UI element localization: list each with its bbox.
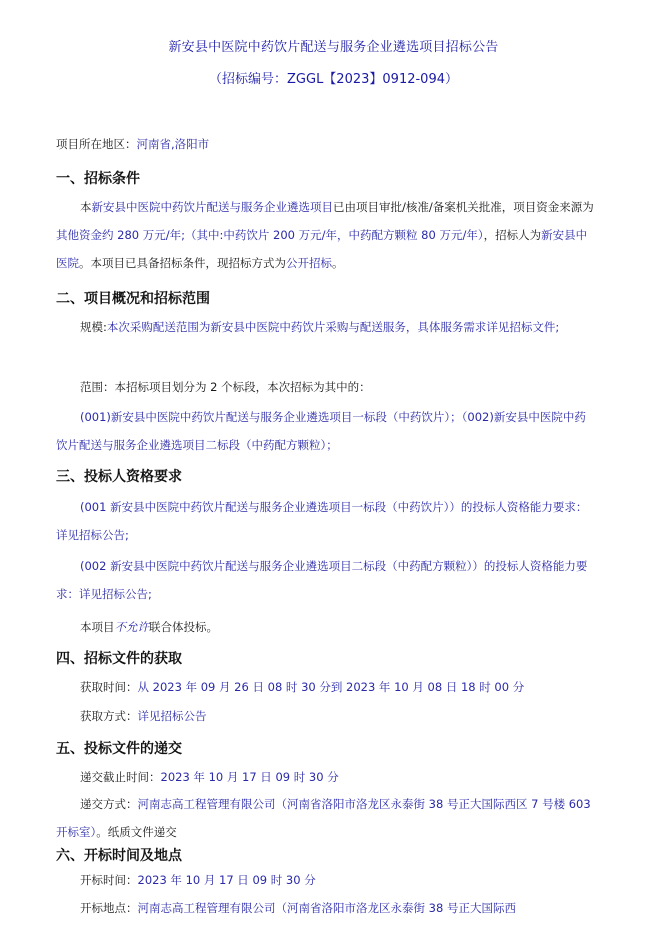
text: 。本项目已具备招标条件，现招标方式为 [79, 256, 286, 270]
qualification-lot-1: (001 新安县中医院中药饮片配送与服务企业遴选项目一标段（中药饮片））的投标人资格能力要求：详见招标公告; [56, 500, 588, 542]
project-location [56, 130, 596, 158]
lots-paragraph: (001)新安县中医院中药饮片配送与服务企业遴选项目一标段（中药饮片）；（002)新安县中医院中药饮片配送与服务企业遴选项目二标段（中药配方颗粒）； [56, 410, 586, 452]
fund-source: 其他资金约 280 万元/年;（其中:中药饮片 200 万元/年，中药配方颗粒 80 万元/年） [56, 228, 484, 242]
section-heading-2: 二、项目概况和招标范围 [56, 291, 210, 307]
section-heading-5: 五、投标文件的递交 [56, 741, 182, 757]
joint-bid-status: 不允许 [114, 620, 149, 634]
section-heading-1: 一、招标条件 [56, 171, 140, 187]
acquire-method-label: 获取方式： [80, 709, 138, 723]
open-place-label: 开标地点： [80, 901, 138, 915]
submit-method-label: 递交方式： [80, 797, 138, 811]
section-heading-6: 六、开标时间及地点 [56, 848, 182, 864]
text: 本 [80, 200, 92, 214]
open-time-label: 开标时间： [80, 873, 138, 887]
deadline-line [56, 763, 596, 791]
acquire-time-label: 获取时间： [80, 680, 138, 694]
acquire-time-value: 从 2023 年 09 月 26 日 08 时 30 分到 2023 年 10 月 08 日 18 时 00 分 [137, 680, 525, 694]
section-heading-3: 三、投标人资格要求 [56, 469, 182, 485]
acquire-method-value: 详见招标公告 [137, 709, 207, 723]
notice-number: （招标编号：ZGGL【2023】0912-094） [209, 72, 458, 87]
open-time-line [56, 866, 596, 894]
location-label: 项目所在地区： [56, 137, 137, 151]
joint-bid-paragraph [56, 613, 596, 641]
text: 。 [332, 256, 344, 270]
text: 项目资金来源为 [513, 200, 594, 214]
acquire-method-line [56, 702, 596, 730]
location-value: 河南省,洛阳市 [136, 137, 210, 151]
scale-value: 本次采购配送范围为新安县中医院中药饮片采购与配送服务，具体服务需求详见招标文件; [106, 320, 560, 334]
deadline-value: 2023 年 10 月 17 日 09 时 30 分 [160, 770, 339, 784]
scale-label: 规模: [80, 320, 107, 334]
tender-conditions-paragraph [56, 193, 596, 277]
deadline-label: 递交截止时间： [80, 770, 161, 784]
text: 已由项目审批/核准/备案机关批准， [333, 200, 514, 214]
tender-method: 公开招标 [286, 256, 332, 270]
open-place-value: 河南志高工程管理有限公司（河南省洛阳市洛龙区永泰街 38 号正大国际西 [137, 901, 516, 915]
submit-method-paragraph [56, 790, 596, 846]
acquire-time-line [56, 673, 596, 701]
text: 联合体投标。 [149, 620, 218, 634]
qualification-lot-2: (002 新安县中医院中药饮片配送与服务企业遴选项目二标段（中药配方颗粒））的投标人资格能力要求：详见招标公告; [56, 559, 588, 601]
range-paragraph: 范围：本招标项目划分为 2 个标段，本次招标为其中的： [80, 380, 371, 394]
text: ，招标人为 [483, 228, 542, 242]
submit-method-suffix: 。纸质文件递交 [96, 825, 177, 839]
project-name: 新安县中医院中药饮片配送与服务企业遴选项目 [91, 200, 333, 214]
notice-title: 新安县中医院中药饮片配送与服务企业遴选项目招标公告 [168, 40, 499, 55]
scale-paragraph [56, 313, 596, 341]
open-time-value: 2023 年 10 月 17 日 09 时 30 分 [137, 873, 316, 887]
text: 本项目 [80, 620, 115, 634]
submit-method-value: 河南志高工程管理有限公司（河南省洛阳市洛龙区永泰街 38 号正大国际西区 7 号楼 603 开标室） [56, 797, 591, 839]
tenderer: 新安县中医院 [56, 228, 588, 270]
section-heading-4: 四、招标文件的获取 [56, 651, 182, 667]
open-place-line [56, 894, 616, 922]
